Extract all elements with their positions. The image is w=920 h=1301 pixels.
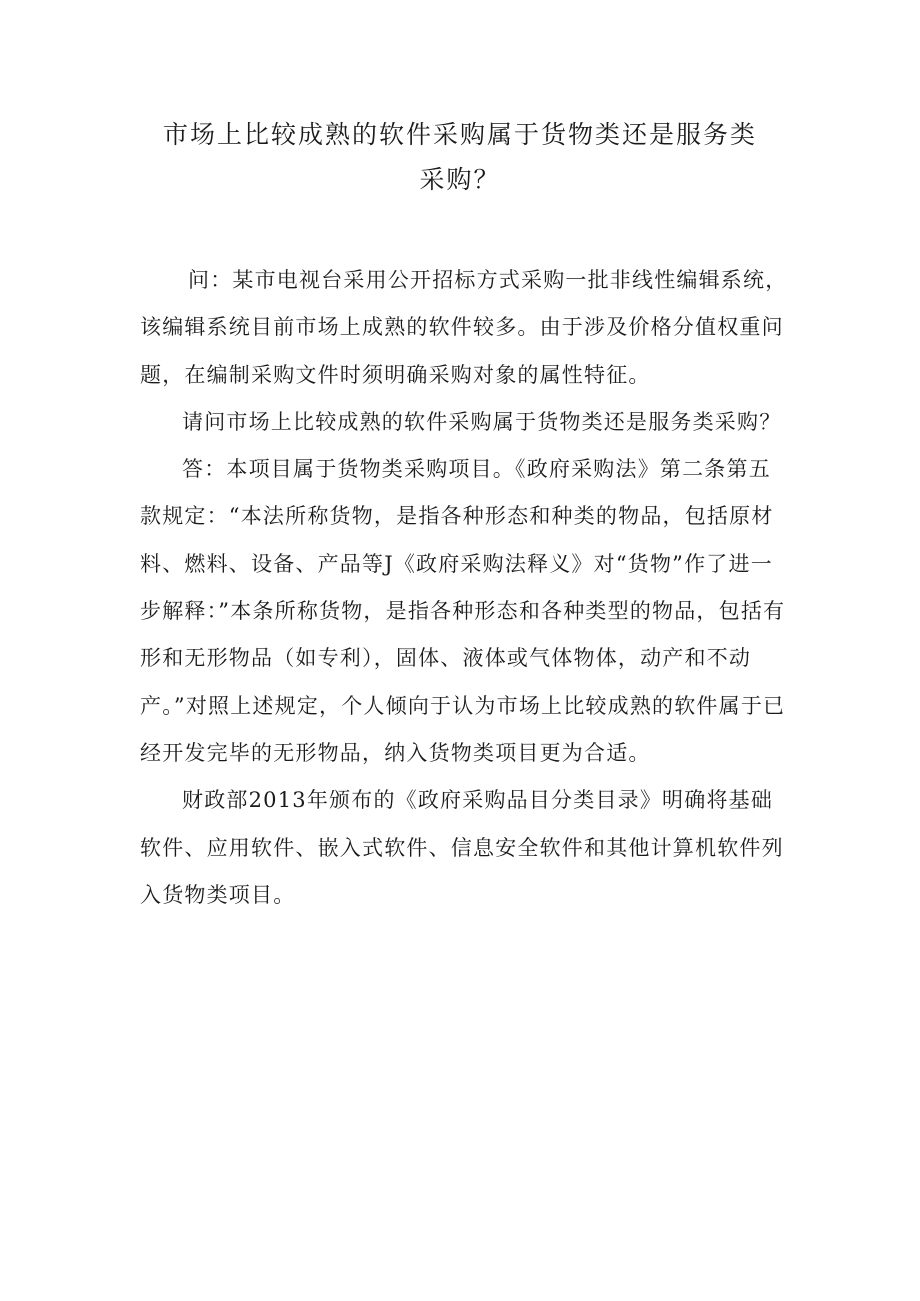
document-title (130, 112, 790, 202)
catalog-paragraph: 财政部2013年颁布的《政府采购品目分类目录》明确将基础软件、应用软件、嵌入式软件、信息安全软件和其他计算机软件列入货物类项目。 (140, 788, 784, 907)
title-line-1: 市场上比较成熟的软件采购属于货物类还是服务类 (162, 120, 757, 149)
question-paragraph: 问：某市电视台采用公开招标方式采购一批非线性编辑系统，该编辑系统目前市场上成熟的软件较多。由于涉及价格分值权重问题，在编制采购文件时须明确采购对象的属性特征。 (140, 268, 788, 387)
document-body (140, 257, 790, 919)
title-line-2: 采购？ (419, 165, 501, 194)
answer-paragraph: 答：本项目属于货物类采购项目。《政府采购法》第二条第五款规定：“本法所称货物，是指各种形态和种类的物品，包括原材料、燃料、设备、产品等J《政府采购法释义》对“货物”作了进一步解释：”本条所称货物，是指各种形态和各种类型的物品，包括有形和无形物品（如专利），固体、液体或气体物体，动产和不动产。”对照上述规定，个人倾向于认为市场上比较成熟的软件属于已经开发完毕的无形物品，纳入货物类项目更为合适。 (140, 457, 786, 765)
question-followup-paragraph: 请问市场上比较成熟的软件采购属于货物类还是服务类采购？ (182, 409, 782, 434)
